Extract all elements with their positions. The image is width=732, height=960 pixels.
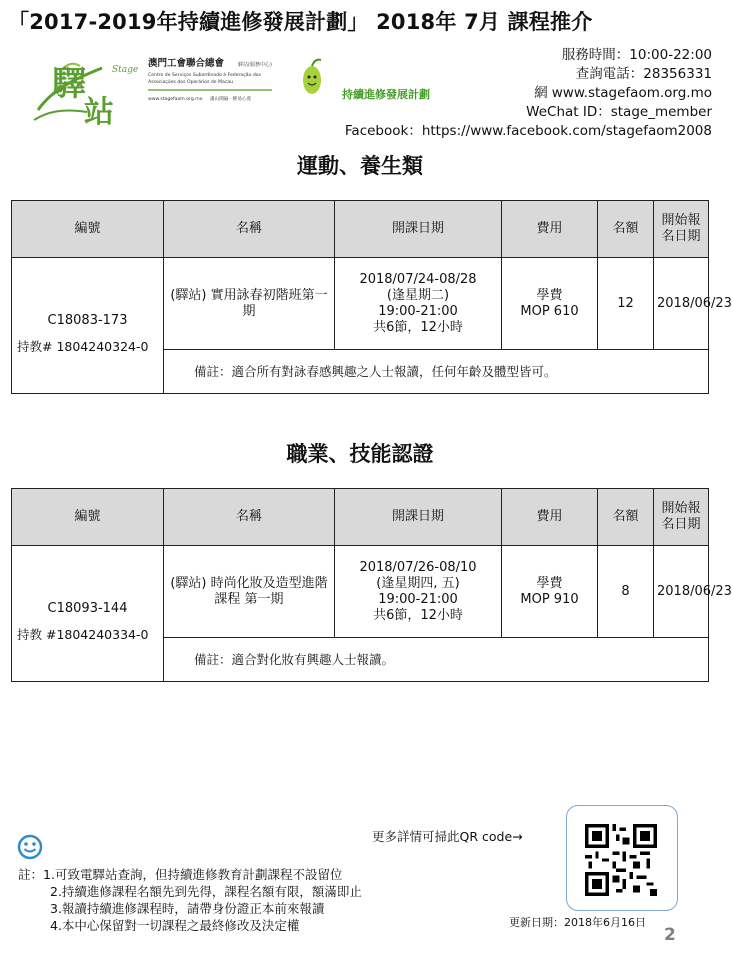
- program-logo-text: 持續進修發展計劃: [342, 88, 430, 101]
- col-header-quota: 名額: [598, 489, 654, 546]
- org-name: 澳門工會聯合總會: [148, 58, 225, 69]
- course-dates: 2018/07/24-08/28: [359, 271, 477, 287]
- facebook[interactable]: Facebook：https://www.facebook.com/stagefaom2008: [344, 123, 712, 139]
- table-row: [12, 258, 709, 350]
- brand-stage: Stage: [112, 65, 139, 75]
- course-time: 19:00-21:00: [378, 303, 458, 319]
- course-name: (驛站) 實用詠春初階班第一期: [164, 258, 335, 350]
- note-item: 2.持續進修課程名額先到先得，課程名額有限，額滿即止: [50, 884, 362, 899]
- col-header-date: 開課日期: [335, 489, 502, 546]
- phone: 查詢電話：28356331: [575, 66, 712, 82]
- notes-label: 註：: [18, 867, 44, 882]
- note-item: 3.報讀持續進修課程時，請帶身份證正本前來報讀: [50, 901, 325, 916]
- col-header-date: 開課日期: [335, 201, 502, 258]
- course-dates-cell: [335, 546, 502, 638]
- course-code-cell: [12, 546, 164, 682]
- page-number: 2: [664, 925, 676, 945]
- col-header-code: 編號: [12, 201, 164, 258]
- section-title-sports: 運動、養生類: [297, 154, 423, 178]
- course-time: 19:00-21:00: [378, 591, 458, 607]
- course-code: C18083-173: [47, 313, 128, 328]
- program-logo-mascot: [303, 60, 321, 94]
- course-fee-cell: [502, 258, 598, 350]
- col-header-code: 編號: [12, 489, 164, 546]
- table-row: [12, 546, 709, 638]
- course-ref: 持教 #1804240334-0: [17, 627, 149, 642]
- course-code: C18093-144: [47, 601, 128, 616]
- course-dates-cell: [335, 258, 502, 350]
- col-header-enroll: 開始報名日期: [654, 489, 709, 546]
- logo-area: [32, 50, 430, 130]
- course-weekday: (逢星期四, 五): [376, 575, 460, 591]
- wechat: WeChat ID：stage_member: [526, 104, 712, 120]
- website-line: 網 www.stagefaom.org.mo: [534, 85, 712, 101]
- org-pt2: Associações dos Operários de Macau: [148, 80, 234, 85]
- course-name: (驛站) 時尚化妝及造型進階課程 第一期: [164, 546, 335, 638]
- col-header-name: 名稱: [164, 201, 335, 258]
- brand-logo: [32, 50, 430, 130]
- smiley-icon: [17, 834, 43, 860]
- course-sessions: 共6節，12小時: [373, 607, 463, 623]
- course-table-career: [11, 488, 732, 682]
- update-date: 更新日期：2018年6月16日: [509, 916, 646, 929]
- table-header-row: [12, 201, 709, 258]
- course-enroll-date: 2018/06/23: [654, 546, 709, 638]
- logo-url: www.stagefaom.org.mo: [148, 97, 203, 102]
- col-header-name: 名稱: [164, 489, 335, 546]
- course-enroll-date: 2018/06/23: [654, 258, 709, 350]
- section-title-career: 職業、技能認證: [286, 442, 434, 466]
- fee-amount: MOP 610: [520, 303, 579, 319]
- org-sub: 驛站(服務中心): [238, 62, 272, 68]
- page-title: 「2017-2019年持續進修發展計劃」 2018年 7月 課程推介: [8, 10, 593, 34]
- qr-code[interactable]: [585, 824, 657, 896]
- table-header-row: [12, 489, 709, 546]
- logo-tagline: 滿山開遍 · 輕易心寬: [210, 97, 252, 102]
- col-header-fee: 費用: [502, 489, 598, 546]
- course-weekday: (逢星期二): [386, 287, 450, 303]
- course-ref: 持教# 1804240324-0: [17, 339, 149, 354]
- brand-char-2: 站: [84, 95, 114, 130]
- course-remark: 備註：適合對化妝有興趣人士報讀。: [164, 638, 709, 682]
- service-hours: 服務時間：10:00-22:00: [561, 47, 712, 63]
- course-code-cell: [12, 258, 164, 394]
- org-pt1: Centro de Serviços Subordinado à Federação das: [148, 73, 261, 78]
- note-item: 4.本中心保留對一切課程之最終修改及決定權: [50, 918, 300, 933]
- course-quota: 12: [598, 258, 654, 350]
- brand-char-1: 驛: [52, 64, 86, 104]
- notes-list: [18, 866, 362, 934]
- fee-amount: MOP 910: [520, 591, 579, 607]
- course-fee-cell: [502, 546, 598, 638]
- course-table-sports: [11, 200, 732, 394]
- course-remark: 備註：適合所有對詠春感興趣之人士報讀，任何年齡及體型皆可。: [164, 350, 709, 394]
- note-item: 註：1.可致電驛站查詢，但持續進修教育計劃課程不設留位: [18, 867, 343, 882]
- fee-label: 學費: [536, 287, 563, 303]
- course-sessions: 共6節，12小時: [373, 319, 463, 335]
- course-quota: 8: [598, 546, 654, 638]
- course-dates: 2018/07/26-08/10: [359, 559, 477, 575]
- col-header-enroll: 開始報名日期: [654, 201, 709, 258]
- qr-hint: 更多詳情可掃此QR code→: [372, 829, 523, 844]
- website[interactable]: www.stagefaom.org.mo: [551, 85, 712, 101]
- fee-label: 學費: [536, 575, 563, 591]
- col-header-fee: 費用: [502, 201, 598, 258]
- col-header-quota: 名額: [598, 201, 654, 258]
